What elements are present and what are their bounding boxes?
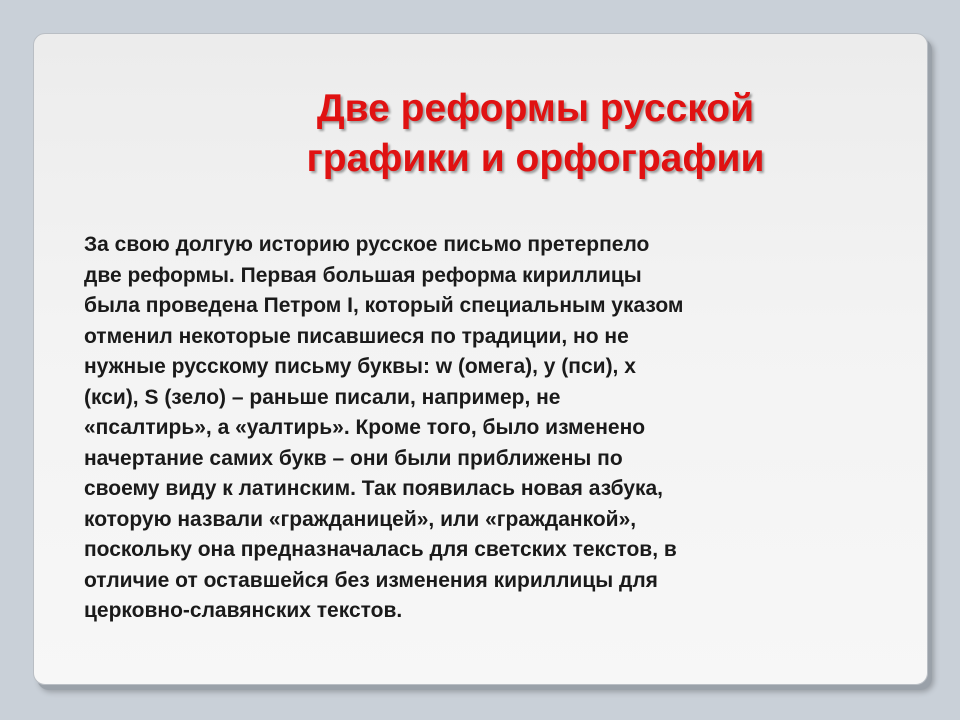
body-line: своему виду к латинским. Так появилась новая азбука, (84, 477, 664, 500)
body-line: которую назвали «гражданицей», или «гражданкой», (84, 507, 637, 531)
body-line: церковно-славянских текстов. (84, 599, 403, 622)
body-line: отличие от оставшейся без изменения кириллицы для (84, 568, 658, 592)
slide-panel (33, 33, 928, 685)
body-line: «псалтирь», а «уалтирь». Кроме того, было изменено (84, 416, 646, 439)
body-line: отменил некоторые писавшиеся по традиции, но не (84, 324, 629, 348)
slide-title-line: графики и орфографии (306, 137, 765, 180)
body-line: нужные русскому письму буквы: w (омега), у (пси), х (84, 355, 636, 378)
body-line: начертание самих букв – они были приближены по (84, 446, 623, 470)
slide-title-line: Две реформы русской (316, 87, 755, 130)
body-line: была проведена Петром I, который специальным указом (84, 294, 684, 317)
body-line: две реформы. Первая большая реформа кириллицы (84, 263, 642, 287)
slide-body-text (84, 230, 864, 627)
slide-title (34, 84, 927, 184)
body-line: поскольку она предназначалась для светских текстов, в (84, 538, 677, 561)
body-line: За свою долгую историю русское письмо претерпело (84, 233, 650, 256)
body-line: (кси), S (зело) – раньше писали, например, не (84, 385, 561, 409)
